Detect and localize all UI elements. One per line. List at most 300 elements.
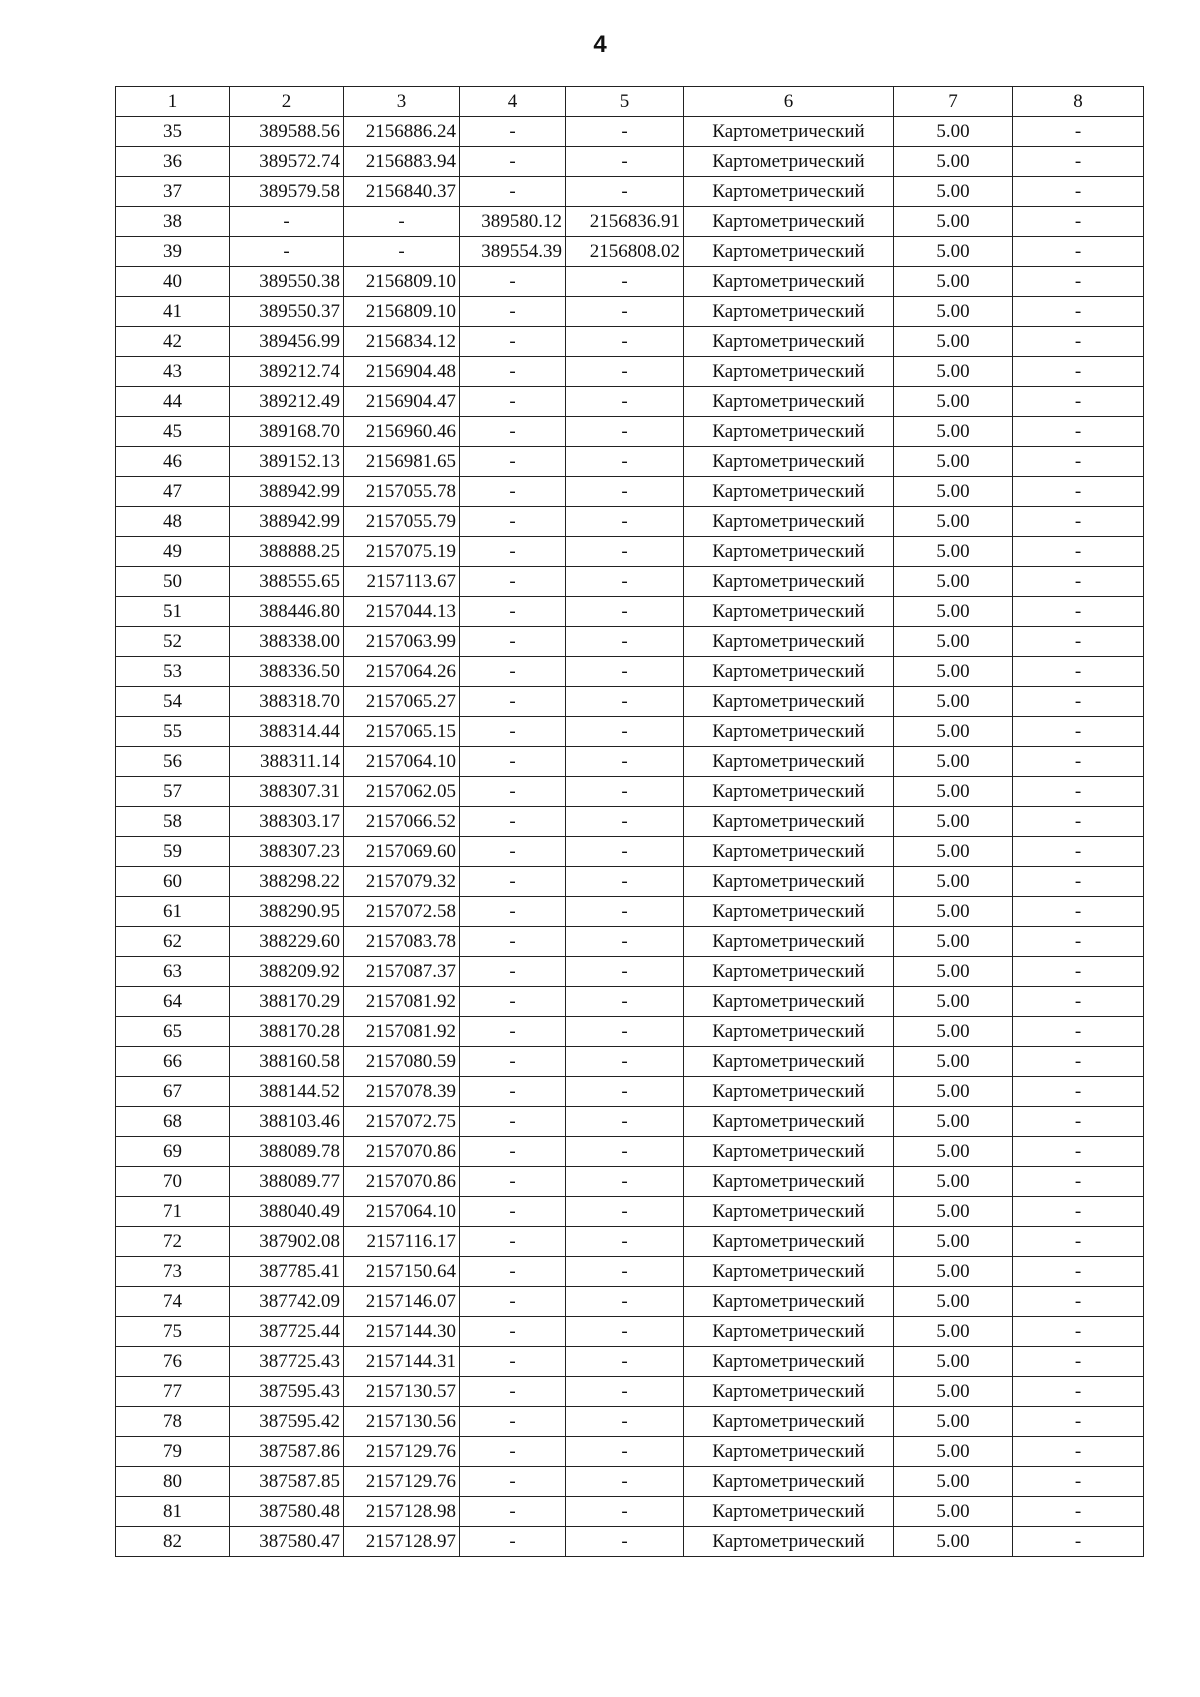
table-cell: - [1013, 207, 1144, 237]
table-cell: Картометрический [684, 567, 894, 597]
table-cell: 54 [116, 687, 230, 717]
table-cell: 63 [116, 957, 230, 987]
table-cell: 2157064.10 [344, 747, 460, 777]
table-cell: - [566, 1107, 684, 1137]
table-cell: - [1013, 1467, 1144, 1497]
table-cell: 5.00 [894, 327, 1013, 357]
table-cell: 2157146.07 [344, 1287, 460, 1317]
table-cell: 78 [116, 1407, 230, 1437]
table-row [116, 1467, 1144, 1497]
table-cell: - [460, 867, 566, 897]
table-cell: Картометрический [684, 1437, 894, 1467]
table-row [116, 267, 1144, 297]
table-cell: - [566, 537, 684, 567]
table-cell: - [566, 147, 684, 177]
table-row [116, 1197, 1144, 1227]
table-cell: - [566, 1317, 684, 1347]
table-cell: - [1013, 147, 1144, 177]
table-row [116, 1437, 1144, 1467]
table-cell: 5.00 [894, 627, 1013, 657]
table-row [116, 1287, 1144, 1317]
table-cell: - [460, 387, 566, 417]
table-cell: 388103.46 [230, 1107, 344, 1137]
table-cell: 2157044.13 [344, 597, 460, 627]
table-row [116, 1077, 1144, 1107]
header-row [116, 87, 1144, 117]
table-cell: - [1013, 597, 1144, 627]
table-cell: Картометрический [684, 867, 894, 897]
table-cell: - [1013, 1167, 1144, 1197]
table-cell: 389572.74 [230, 147, 344, 177]
table-cell: - [1013, 267, 1144, 297]
table-cell: 81 [116, 1497, 230, 1527]
table-cell: 5.00 [894, 1197, 1013, 1227]
table-row [116, 507, 1144, 537]
table-cell: 76 [116, 1347, 230, 1377]
table-cell: 2157113.67 [344, 567, 460, 597]
table-row [116, 597, 1144, 627]
table-cell: - [1013, 687, 1144, 717]
table-cell: - [566, 1167, 684, 1197]
table-cell: 5.00 [894, 117, 1013, 147]
table-cell: 60 [116, 867, 230, 897]
table-cell: - [460, 1227, 566, 1257]
table-cell: Картометрический [684, 1047, 894, 1077]
table-row [116, 1497, 1144, 1527]
table-cell: - [460, 117, 566, 147]
table-cell: - [1013, 777, 1144, 807]
table-row [116, 417, 1144, 447]
table-cell: 2157081.92 [344, 987, 460, 1017]
table-cell: Картометрический [684, 207, 894, 237]
table-cell: 2157087.37 [344, 957, 460, 987]
table-cell: 72 [116, 1227, 230, 1257]
table-cell: Картометрический [684, 1137, 894, 1167]
table-cell: 5.00 [894, 1047, 1013, 1077]
table-row [116, 1167, 1144, 1197]
table-cell: - [460, 1407, 566, 1437]
table-cell: 387587.85 [230, 1467, 344, 1497]
table-cell: 2157116.17 [344, 1227, 460, 1257]
table-cell: 5.00 [894, 1347, 1013, 1377]
table-cell: 2156840.37 [344, 177, 460, 207]
table-cell: - [1013, 837, 1144, 867]
table-row [116, 1017, 1144, 1047]
table-cell: 388307.23 [230, 837, 344, 867]
table-cell: Картометрический [684, 1527, 894, 1557]
table-cell: - [566, 447, 684, 477]
table-cell: - [460, 897, 566, 927]
table-cell: 5.00 [894, 447, 1013, 477]
table-cell: - [1013, 1107, 1144, 1137]
table-cell: 5.00 [894, 1527, 1013, 1557]
table-cell: 388314.44 [230, 717, 344, 747]
table-row [116, 1227, 1144, 1257]
table-row [116, 327, 1144, 357]
table-cell: 388318.70 [230, 687, 344, 717]
table-cell: 2157064.10 [344, 1197, 460, 1227]
table-cell: 387595.42 [230, 1407, 344, 1437]
table-cell: 5.00 [894, 1137, 1013, 1167]
table-cell: Картометрический [684, 597, 894, 627]
table-cell: 389550.37 [230, 297, 344, 327]
table-cell: 387725.44 [230, 1317, 344, 1347]
table-cell: Картометрический [684, 1107, 894, 1137]
table-cell: 67 [116, 1077, 230, 1107]
table-cell: - [566, 957, 684, 987]
table-cell: - [460, 177, 566, 207]
table-cell: - [566, 1227, 684, 1257]
table-cell: Картометрический [684, 387, 894, 417]
table-cell: - [566, 477, 684, 507]
table-cell: - [1013, 1047, 1144, 1077]
table-cell: 39 [116, 237, 230, 267]
table-cell: 2157065.15 [344, 717, 460, 747]
table-cell: 5.00 [894, 1497, 1013, 1527]
table-cell: - [1013, 657, 1144, 687]
table-cell: 5.00 [894, 657, 1013, 687]
table-cell: 65 [116, 1017, 230, 1047]
table-cell: - [1013, 327, 1144, 357]
table-cell: Картометрический [684, 447, 894, 477]
table-cell: - [460, 657, 566, 687]
table-cell: 38 [116, 207, 230, 237]
table-cell: 5.00 [894, 927, 1013, 957]
table-cell: - [1013, 897, 1144, 927]
table-cell: 41 [116, 297, 230, 327]
table-cell: Картометрический [684, 117, 894, 147]
table-row [116, 177, 1144, 207]
table-row [116, 657, 1144, 687]
table-cell: - [344, 207, 460, 237]
table-cell: - [566, 777, 684, 807]
table-cell: 5.00 [894, 1407, 1013, 1437]
table-cell: 58 [116, 807, 230, 837]
table-cell: Картометрический [684, 657, 894, 687]
table-row [116, 987, 1144, 1017]
table-cell: Картометрический [684, 1347, 894, 1377]
table-cell: 56 [116, 747, 230, 777]
table-cell: 2157062.05 [344, 777, 460, 807]
table-cell: 2157150.64 [344, 1257, 460, 1287]
table-cell: 2157072.58 [344, 897, 460, 927]
table-cell: - [1013, 1437, 1144, 1467]
table-cell: - [566, 357, 684, 387]
table-cell: - [566, 1047, 684, 1077]
table-cell: 389550.38 [230, 267, 344, 297]
table-cell: 35 [116, 117, 230, 147]
table-cell: 2156809.10 [344, 267, 460, 297]
table-cell: 389456.99 [230, 327, 344, 357]
table-cell: Картометрический [684, 747, 894, 777]
table-cell: - [566, 1077, 684, 1107]
table-cell: 2156904.47 [344, 387, 460, 417]
table-cell: 387725.43 [230, 1347, 344, 1377]
table-row [116, 147, 1144, 177]
table-cell: 5.00 [894, 147, 1013, 177]
table-cell: - [460, 1437, 566, 1467]
table-cell: - [460, 687, 566, 717]
table-cell: Картометрический [684, 627, 894, 657]
table-cell: 57 [116, 777, 230, 807]
table-cell: Картометрический [684, 1317, 894, 1347]
table-cell: - [460, 627, 566, 657]
table-cell: 50 [116, 567, 230, 597]
table-cell: - [460, 777, 566, 807]
table-cell: 388307.31 [230, 777, 344, 807]
table-cell: - [1013, 237, 1144, 267]
table-cell: 387587.86 [230, 1437, 344, 1467]
table-cell: 2157079.32 [344, 867, 460, 897]
table-cell: - [1013, 1257, 1144, 1287]
table-cell: 5.00 [894, 1167, 1013, 1197]
table-cell: - [1013, 747, 1144, 777]
table-row [116, 1137, 1144, 1167]
table-cell: - [460, 417, 566, 447]
table-cell: - [460, 1197, 566, 1227]
table-cell: 388160.58 [230, 1047, 344, 1077]
table-cell: 5.00 [894, 567, 1013, 597]
table-cell: - [1013, 1017, 1144, 1047]
table-cell: 389168.70 [230, 417, 344, 447]
table-cell: 40 [116, 267, 230, 297]
table-cell: 69 [116, 1137, 230, 1167]
table-cell: 48 [116, 507, 230, 537]
table-cell: 388040.49 [230, 1197, 344, 1227]
column-header: 1 [116, 87, 230, 117]
table-cell: - [566, 1017, 684, 1047]
table-cell: 389212.49 [230, 387, 344, 417]
table-cell: 5.00 [894, 807, 1013, 837]
table-row [116, 477, 1144, 507]
table-cell: - [230, 237, 344, 267]
table-row [116, 957, 1144, 987]
table-cell: 2156960.46 [344, 417, 460, 447]
table-cell: - [460, 1377, 566, 1407]
table-cell: - [230, 207, 344, 237]
table-row [116, 1407, 1144, 1437]
table-row [116, 777, 1144, 807]
table-cell: Картометрический [684, 237, 894, 267]
table-cell: - [1013, 387, 1144, 417]
table-cell: - [566, 987, 684, 1017]
table-cell: 388942.99 [230, 507, 344, 537]
table-cell: - [460, 507, 566, 537]
table-cell: 5.00 [894, 477, 1013, 507]
table-cell: 5.00 [894, 417, 1013, 447]
table-cell: - [460, 747, 566, 777]
table-row [116, 1317, 1144, 1347]
table-cell: Картометрический [684, 927, 894, 957]
column-header: 7 [894, 87, 1013, 117]
table-cell: - [1013, 1137, 1144, 1167]
table-cell: 74 [116, 1287, 230, 1317]
table-cell: - [566, 897, 684, 927]
table-cell: - [566, 297, 684, 327]
table-cell: - [460, 807, 566, 837]
table-cell: Картометрический [684, 1257, 894, 1287]
table-cell: 5.00 [894, 207, 1013, 237]
page-number: 4 [593, 31, 607, 58]
table-cell: Картометрический [684, 1377, 894, 1407]
table-cell: 5.00 [894, 1377, 1013, 1407]
table-cell: Картометрический [684, 417, 894, 447]
table-cell: 45 [116, 417, 230, 447]
table-cell: 75 [116, 1317, 230, 1347]
table-cell: Картометрический [684, 477, 894, 507]
table-row [116, 1527, 1144, 1557]
table-cell: 5.00 [894, 957, 1013, 987]
table-cell: 2157078.39 [344, 1077, 460, 1107]
table-cell: Картометрический [684, 807, 894, 837]
table-cell: 5.00 [894, 1257, 1013, 1287]
table-cell: - [566, 927, 684, 957]
table-cell: 389554.39 [460, 237, 566, 267]
table-cell: - [1013, 1227, 1144, 1257]
table-cell: - [566, 267, 684, 297]
table-cell: 37 [116, 177, 230, 207]
table-cell: - [566, 717, 684, 747]
table-cell: Картометрический [684, 1407, 894, 1437]
table-cell: 5.00 [894, 267, 1013, 297]
table-cell: 73 [116, 1257, 230, 1287]
table-cell: 53 [116, 657, 230, 687]
table-cell: 36 [116, 147, 230, 177]
table-cell: - [460, 297, 566, 327]
table-row [116, 387, 1144, 417]
table-row [116, 207, 1144, 237]
table-cell: 388089.78 [230, 1137, 344, 1167]
table-cell: 388338.00 [230, 627, 344, 657]
table-cell: - [566, 1137, 684, 1167]
table-row [116, 537, 1144, 567]
table-row [116, 927, 1144, 957]
table-cell: 79 [116, 1437, 230, 1467]
table-cell: 389579.58 [230, 177, 344, 207]
table-cell: 387580.48 [230, 1497, 344, 1527]
table-cell: 388209.92 [230, 957, 344, 987]
table-cell: 388336.50 [230, 657, 344, 687]
table-cell: - [1013, 477, 1144, 507]
table-cell: 388555.65 [230, 567, 344, 597]
table-cell: - [1013, 507, 1144, 537]
table-cell: 5.00 [894, 177, 1013, 207]
table-cell: - [566, 687, 684, 717]
table-cell: - [460, 1077, 566, 1107]
table-cell: Картометрический [684, 1287, 894, 1317]
table-row [116, 1107, 1144, 1137]
table-cell: - [566, 117, 684, 147]
table-cell: 388229.60 [230, 927, 344, 957]
table-cell: - [566, 1347, 684, 1377]
table-row [116, 447, 1144, 477]
table-cell: 5.00 [894, 357, 1013, 387]
table-cell: Картометрический [684, 957, 894, 987]
table-cell: 388311.14 [230, 747, 344, 777]
table-row [116, 687, 1144, 717]
table-cell: - [566, 807, 684, 837]
table-cell: - [460, 1527, 566, 1557]
table-cell: - [460, 1137, 566, 1167]
table-cell: - [1013, 1407, 1144, 1437]
table-cell: - [1013, 297, 1144, 327]
table-cell: Картометрический [684, 687, 894, 717]
table-cell: 49 [116, 537, 230, 567]
table-cell: - [1013, 417, 1144, 447]
table-cell: Картометрический [684, 357, 894, 387]
table-cell: 387580.47 [230, 1527, 344, 1557]
table-cell: 389588.56 [230, 117, 344, 147]
table-cell: 2157070.86 [344, 1137, 460, 1167]
column-header: 8 [1013, 87, 1144, 117]
table-cell: 5.00 [894, 1107, 1013, 1137]
table-cell: Картометрический [684, 1017, 894, 1047]
table-cell: - [460, 1347, 566, 1377]
table-cell: - [460, 717, 566, 747]
table-cell: - [1013, 117, 1144, 147]
table-cell: - [1013, 927, 1144, 957]
table-cell: - [566, 1497, 684, 1527]
table-cell: 5.00 [894, 507, 1013, 537]
table-cell: 66 [116, 1047, 230, 1077]
table-cell: 2156904.48 [344, 357, 460, 387]
table-cell: 387902.08 [230, 1227, 344, 1257]
table-cell: - [1013, 357, 1144, 387]
table-cell: 5.00 [894, 1077, 1013, 1107]
table-cell: 5.00 [894, 1437, 1013, 1467]
table-cell: 388170.28 [230, 1017, 344, 1047]
table-cell: 388942.99 [230, 477, 344, 507]
table-cell: Картометрический [684, 177, 894, 207]
table-cell: - [460, 957, 566, 987]
column-header: 6 [684, 87, 894, 117]
table-cell: 2156808.02 [566, 237, 684, 267]
table-cell: 2157128.97 [344, 1527, 460, 1557]
table-cell: - [460, 327, 566, 357]
table-cell: 389152.13 [230, 447, 344, 477]
table-cell: - [566, 867, 684, 897]
table-row [116, 567, 1144, 597]
table-cell: - [1013, 447, 1144, 477]
table-cell: - [566, 1407, 684, 1437]
coordinates-table [115, 86, 1144, 1557]
table-cell: - [1013, 1287, 1144, 1317]
table-cell: 389212.74 [230, 357, 344, 387]
table-cell: Картометрический [684, 897, 894, 927]
table-row [116, 867, 1144, 897]
table-cell: 388290.95 [230, 897, 344, 927]
table-cell: - [566, 1527, 684, 1557]
table-row [116, 357, 1144, 387]
table-cell: 2157066.52 [344, 807, 460, 837]
table-cell: 55 [116, 717, 230, 747]
table-cell: 2157080.59 [344, 1047, 460, 1077]
table-cell: - [566, 1437, 684, 1467]
table-cell: Картометрический [684, 1227, 894, 1257]
table-cell: 42 [116, 327, 230, 357]
table-cell: 2157129.76 [344, 1467, 460, 1497]
table-cell: 44 [116, 387, 230, 417]
table-cell: Картометрический [684, 147, 894, 177]
table-cell: 2156886.24 [344, 117, 460, 147]
table-row [116, 237, 1144, 267]
table-cell: - [460, 567, 566, 597]
table-cell: - [566, 1287, 684, 1317]
table-cell: - [566, 327, 684, 357]
table-cell: Картометрический [684, 1197, 894, 1227]
table-cell: - [1013, 1377, 1144, 1407]
table-cell: 2156836.91 [566, 207, 684, 237]
